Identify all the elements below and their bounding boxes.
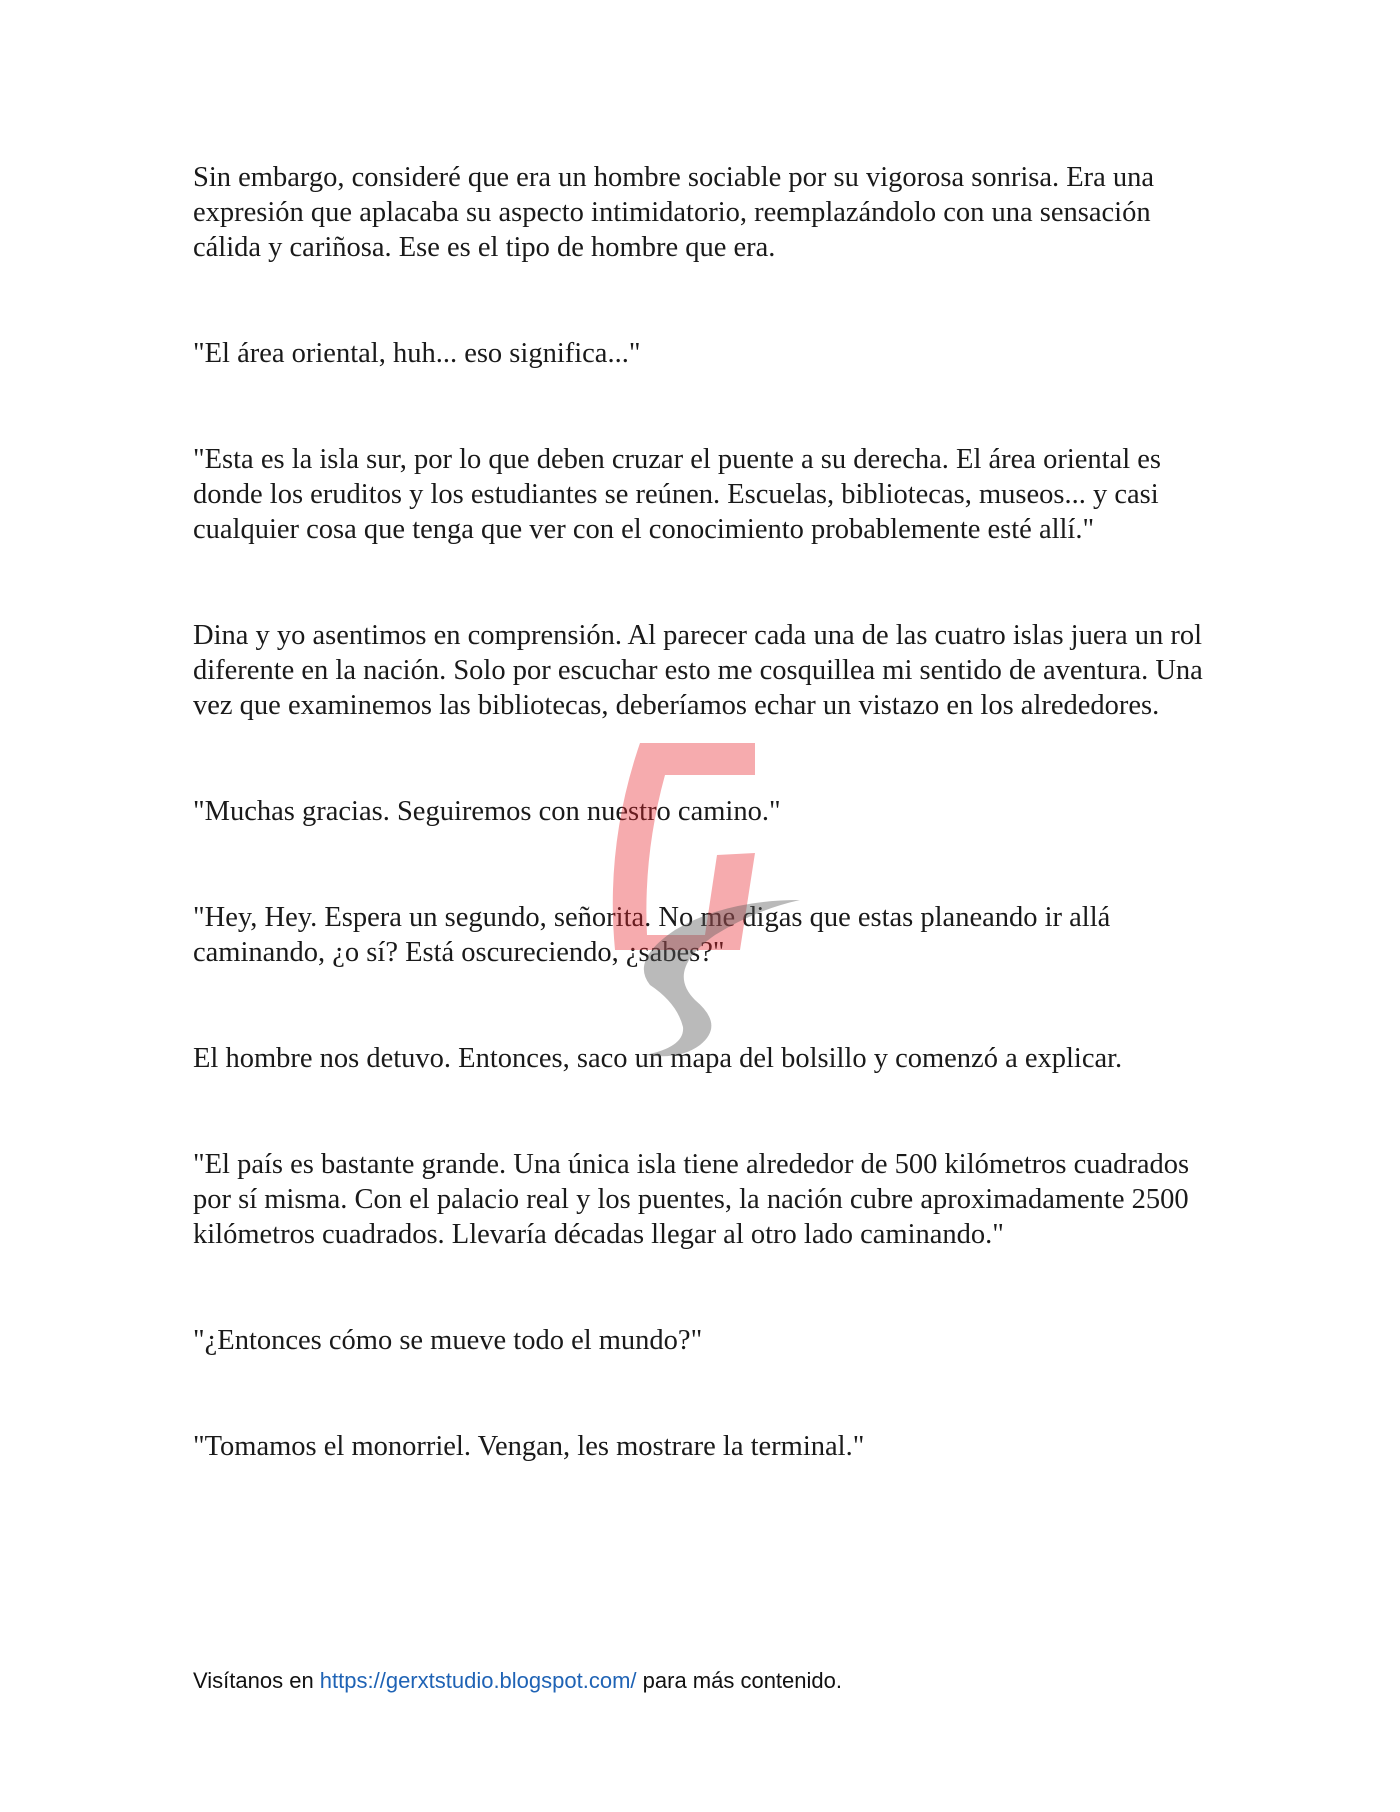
paragraph-4: Dina y yo asentimos en comprensión. Al parecer cada una de las cuatro islas juera un rol diferente en la nación. Solo por escuchar esto me cosquillea mi sentido de aventura. Una vez que examinemos las bibliotecas, deberíamos echar un vistazo en los alrededores. <box>193 620 1203 721</box>
paragraph-5: "Muchas gracias. Seguiremos con nuestro camino." <box>193 796 781 827</box>
paragraph-6: "Hey, Hey. Espera un segundo, señorita. No me digas que estas planeando ir allá caminando, ¿o sí? Está oscureciendo, ¿sabes?" <box>193 902 1111 968</box>
paragraph-8: "El país es bastante grande. Una única isla tiene alrededor de 500 kilómetros cuadrados por sí misma. Con el palacio real y los puentes, la nación cubre aproximadamente 2500 kilómetros cuadrados. Llevaría décadas llegar al otro lado caminando." <box>193 1149 1190 1250</box>
paragraph-9: "¿Entonces cómo se mueve todo el mundo?" <box>193 1325 703 1356</box>
paragraph-2: "El área oriental, huh... eso significa..." <box>193 338 641 369</box>
story-text <box>193 160 1223 1464</box>
blog-link[interactable]: https://gerxtstudio.blogspot.com/ <box>319 1668 637 1693</box>
footer-suffix: para más contenido. <box>636 1668 842 1693</box>
paragraph-10: "Tomamos el monorriel. Vengan, les mostrare la terminal." <box>193 1431 865 1462</box>
paragraph-1: Sin embargo, consideré que era un hombre sociable por su vigorosa sonrisa. Era una expresión que aplacaba su aspecto intimidatorio, reemplazándolo con una sensación cálida y cariñosa. Ese es el tipo de hombre que era. <box>193 162 1155 263</box>
paragraph-3: "Esta es la isla sur, por lo que deben cruzar el puente a su derecha. El área oriental es donde los eruditos y los estudiantes se reúnen. Escuelas, bibliotecas, museos... y casi cualquier cosa que tenga que ver con el conocimiento probablemente esté allí." <box>193 444 1161 545</box>
footer-note <box>193 1667 842 1695</box>
paragraph-7: El hombre nos detuvo. Entonces, saco un mapa del bolsillo y comenzó a explicar. <box>193 1043 1123 1074</box>
footer-prefix: Visítanos en <box>193 1668 320 1693</box>
